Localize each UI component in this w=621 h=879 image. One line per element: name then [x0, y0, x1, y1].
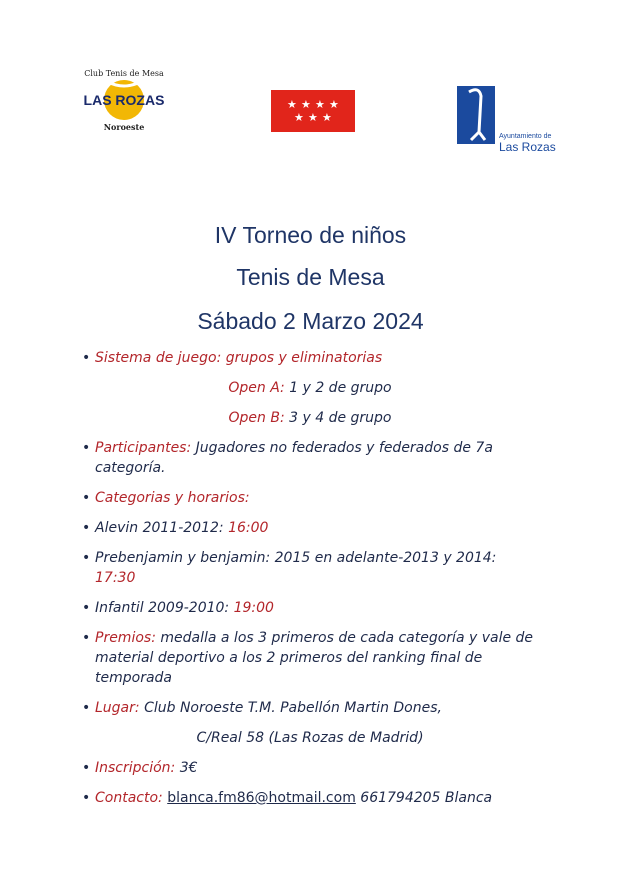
svg-text:★: ★ — [315, 98, 325, 111]
svg-text:★: ★ — [329, 98, 339, 111]
bullet-icon: • — [82, 700, 91, 716]
infantil-time: 19:00 — [233, 600, 274, 616]
inscripcion-label: Inscripción: — [95, 760, 176, 776]
list-item-lugar — [80, 698, 540, 718]
bullet-icon: • — [82, 550, 91, 566]
list-item-contacto — [80, 788, 540, 808]
open-a-value: 1 y 2 de grupo — [284, 380, 392, 396]
open-b-label: Open B: — [228, 410, 285, 426]
bullet-icon: • — [82, 350, 91, 366]
prebenjamin-text: Prebenjamin y benjamin: 2015 en adelante-2013 y 2014: — [95, 550, 497, 566]
categorias-label: Categorias y horarios: — [95, 490, 250, 506]
lugar-label: Lugar: — [95, 700, 140, 716]
title-line-2: Tenis de Mesa — [236, 264, 385, 290]
list-item-sistema — [80, 348, 540, 368]
bullet-icon: • — [82, 760, 91, 776]
club-logo — [78, 60, 170, 140]
list-item-premios — [80, 628, 540, 688]
prebenjamin-time: 17:30 — [95, 570, 136, 586]
list-item-prebenjamin — [80, 548, 540, 588]
contacto-phone: 661794205 Blanca — [355, 790, 493, 806]
title-date: Sábado 2 Marzo 2024 — [197, 308, 424, 334]
list-item-open-b — [80, 408, 540, 428]
svg-text:★: ★ — [301, 98, 311, 111]
list-item-alevin — [80, 518, 540, 538]
list-item-categorias — [80, 488, 540, 508]
list-item-open-a — [80, 378, 540, 398]
premios-label: Premios: — [95, 630, 156, 646]
inscripcion-value: 3€ — [175, 760, 198, 776]
bullet-icon: • — [82, 490, 91, 506]
bullet-icon: • — [82, 790, 91, 806]
participantes-label: Participantes: — [95, 440, 192, 456]
ayuntamiento-logo — [457, 82, 567, 154]
ayuntamiento-line1: Ayuntamiento de — [499, 133, 552, 140]
premios-value: medalla a los 3 primeros de cada categoría y vale de material deportivo a los 2 primeros del ranking final de temporada — [95, 630, 534, 686]
ayuntamiento-line2: Las Rozas — [499, 140, 556, 154]
bullet-icon: • — [82, 600, 91, 616]
list-item-infantil — [80, 598, 540, 618]
madrid-flag-logo — [271, 90, 355, 132]
svg-text:★: ★ — [322, 111, 332, 124]
svg-text:★: ★ — [287, 98, 297, 111]
svg-text:★: ★ — [294, 111, 304, 124]
lugar-value: Club Noroeste T.M. Pabellón Martin Dones, — [139, 700, 442, 716]
list-item-inscripcion — [80, 758, 540, 778]
bullet-icon: • — [82, 630, 91, 646]
list-item-participantes — [80, 438, 540, 478]
title-line-1: IV Torneo de niños — [214, 222, 407, 248]
sistema-label: Sistema de juego: grupos y eliminatorias — [95, 350, 383, 366]
club-logo-bottom-text: Noroeste — [103, 122, 145, 132]
info-list — [80, 348, 540, 818]
svg-text:★: ★ — [308, 111, 318, 124]
open-a-label: Open A: — [228, 380, 285, 396]
bullet-icon: • — [82, 520, 91, 536]
alevin-text: Alevin 2011-2012: — [95, 520, 229, 536]
bullet-icon: • — [82, 440, 91, 456]
club-logo-name: LAS ROZAS — [83, 92, 165, 108]
contact-email-link[interactable]: blanca.fm86@hotmail.com — [167, 790, 356, 806]
infantil-text: Infantil 2009-2010: — [95, 600, 234, 616]
club-logo-top-text: Club Tenis de Mesa — [84, 69, 164, 78]
participantes-value: Jugadores no federados y federados de 7a categoría. — [95, 440, 493, 476]
contacto-label: Contacto: — [95, 790, 163, 806]
list-item-address — [80, 728, 540, 748]
open-b-value: 3 y 4 de grupo — [284, 410, 392, 426]
lugar-address: C/Real 58 (Las Rozas de Madrid) — [196, 730, 424, 746]
alevin-time: 16:00 — [228, 520, 269, 536]
